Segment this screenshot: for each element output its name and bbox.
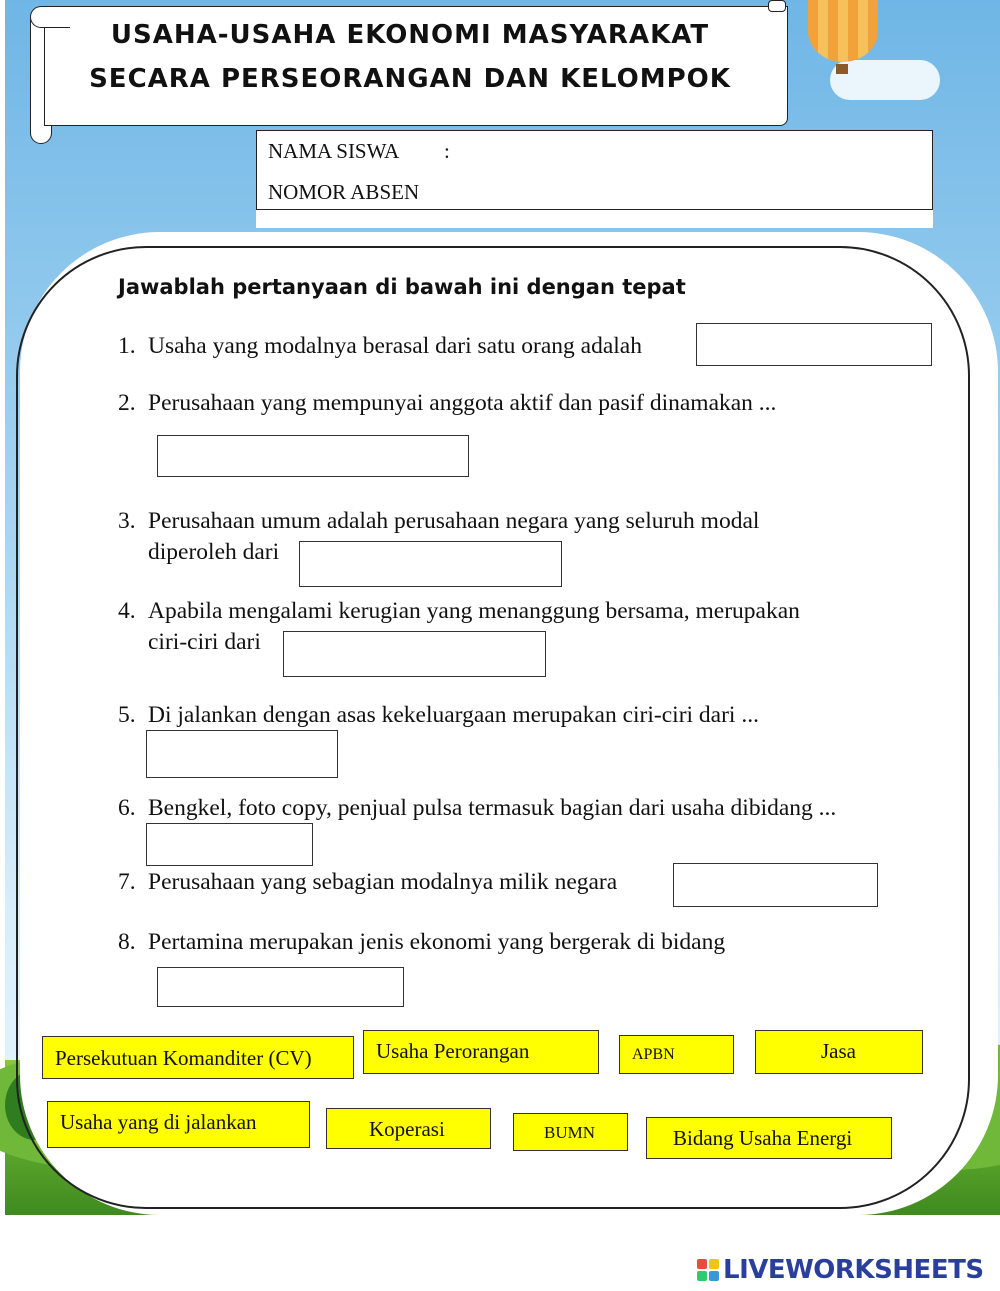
question-8 — [118, 927, 725, 957]
question-number: 2. — [118, 390, 136, 416]
answer-box-3[interactable] — [299, 541, 562, 587]
answer-box-2[interactable] — [157, 435, 469, 477]
question-text: Usaha yang modalnya berasal dari satu orang adalah — [148, 333, 642, 359]
question-6 — [118, 793, 836, 823]
question-4 — [118, 596, 800, 626]
question-number: 4. — [118, 598, 136, 624]
option-label: Usaha yang di jalankan — [60, 1110, 257, 1134]
option-chip-apbn[interactable] — [619, 1035, 734, 1074]
question-number: 7. — [118, 869, 136, 895]
question-text: Perusahaan umum adalah perusahaan negara yang seluruh modal — [148, 508, 760, 534]
question-2 — [118, 388, 776, 418]
scroll-corner — [768, 0, 786, 12]
hot-air-balloon-icon — [808, 0, 878, 62]
option-label: Bidang Usaha Energi — [673, 1126, 853, 1150]
question-text: Pertamina merupakan jenis ekonomi yang bergerak di bidang — [148, 929, 726, 955]
question-7 — [118, 867, 617, 897]
page-title-line-1: USAHA-USAHA EKONOMI MASYARAKAT — [110, 20, 710, 50]
liveworksheets-logo-icon — [697, 1259, 719, 1281]
question-number: 8. — [118, 929, 136, 955]
option-label: APBN — [632, 1046, 675, 1063]
option-chip-bumn[interactable] — [513, 1113, 628, 1151]
instruction-text: Jawablah pertanyaan di bawah ini dengan tepat — [118, 275, 686, 299]
option-label: Persekutuan Komanditer (CV) — [55, 1046, 312, 1070]
option-chip-usaha-kekeluargaan[interactable] — [47, 1101, 310, 1148]
option-chip-energi[interactable] — [646, 1117, 892, 1159]
question-3 — [118, 506, 759, 536]
option-label: Jasa — [821, 1039, 856, 1063]
option-chip-usaha-perorangan[interactable] — [363, 1030, 599, 1074]
balloon-basket — [836, 64, 848, 74]
question-text: Apabila mengalami kerugian yang menanggung bersama, merupakan — [148, 598, 800, 624]
question-text: Perusahaan yang sebagian modalnya milik negara — [148, 869, 618, 895]
question-number: 1. — [118, 333, 136, 359]
brand-name: LIVEWORKSHEETS — [723, 1255, 984, 1285]
answer-box-5[interactable] — [146, 730, 338, 778]
student-absen-label: NOMOR ABSEN — [268, 180, 420, 204]
student-name-colon: : — [444, 139, 450, 163]
page-title-line-2: SECARA PERSEORANGAN DAN KELOMPOK — [89, 64, 731, 94]
option-chip-jasa[interactable] — [755, 1030, 923, 1074]
answer-box-8[interactable] — [157, 967, 404, 1007]
question-3-line-2: diperoleh dari — [148, 539, 280, 565]
question-1 — [118, 331, 642, 361]
question-4-line-2: ciri-ciri dari — [148, 629, 261, 655]
question-5 — [118, 700, 759, 730]
question-text: Di jalankan dengan asas kekeluargaan merupakan ciri-ciri dari ... — [148, 702, 759, 728]
question-number: 3. — [118, 508, 136, 534]
question-text: Bengkel, foto copy, penjual pulsa termasuk bagian dari usaha dibidang ... — [148, 795, 837, 821]
student-info-underlay — [256, 210, 933, 228]
answer-box-6[interactable] — [146, 823, 313, 866]
option-label: BUMN — [544, 1123, 596, 1142]
answer-box-4[interactable] — [283, 631, 546, 677]
answer-box-1[interactable] — [696, 323, 932, 366]
answer-box-7[interactable] — [673, 863, 878, 907]
question-number: 6. — [118, 795, 136, 821]
question-text: Perusahaan yang mempunyai anggota aktif dan pasif dinamakan ... — [148, 390, 777, 416]
option-chip-cv[interactable] — [42, 1036, 354, 1079]
question-number: 5. — [118, 702, 136, 728]
liveworksheets-logo — [697, 1254, 984, 1286]
option-label: Usaha Perorangan — [376, 1039, 530, 1063]
option-label: Koperasi — [369, 1117, 445, 1141]
option-chip-koperasi[interactable] — [326, 1108, 491, 1149]
student-name-label: NAMA SISWA — [268, 139, 400, 163]
